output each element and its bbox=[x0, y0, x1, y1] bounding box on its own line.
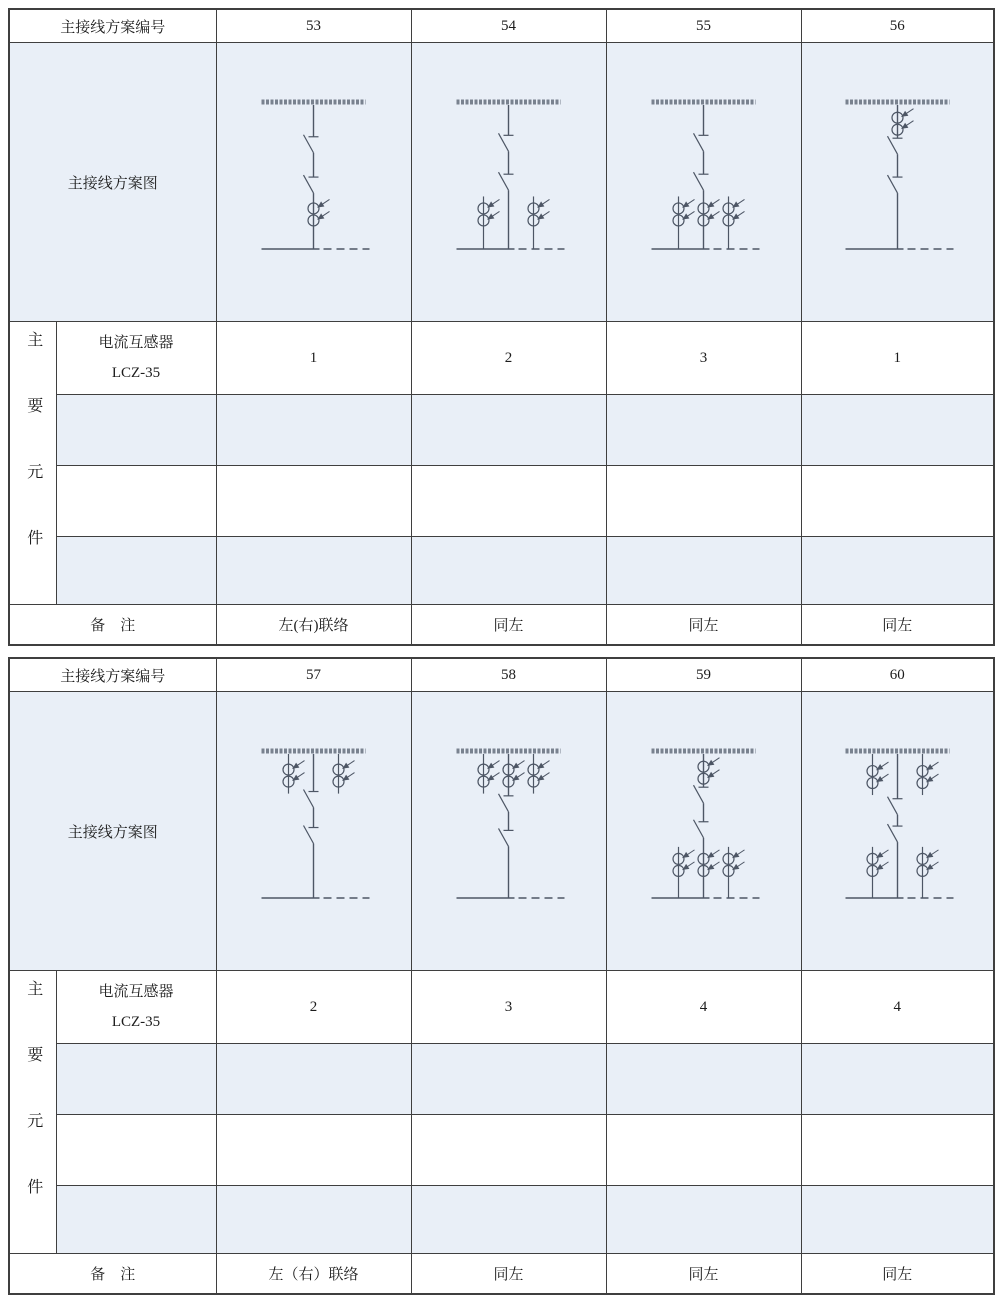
ct-count: 1 bbox=[216, 322, 411, 395]
ct-count: 4 bbox=[606, 971, 801, 1044]
empty-cell bbox=[56, 537, 216, 605]
ct-count: 2 bbox=[216, 971, 411, 1044]
empty-cell bbox=[606, 537, 801, 605]
scheme-number: 56 bbox=[801, 9, 994, 43]
ct-count: 2 bbox=[411, 322, 606, 395]
wiring-diagram bbox=[608, 43, 799, 321]
empty-cell bbox=[606, 1186, 801, 1254]
diagram-cell bbox=[411, 43, 606, 322]
scheme-number: 59 bbox=[606, 658, 801, 692]
empty-cell bbox=[411, 1186, 606, 1254]
ct-count: 1 bbox=[801, 322, 994, 395]
empty-cell bbox=[216, 466, 411, 537]
ct-count: 4 bbox=[801, 971, 994, 1044]
wiring-diagram bbox=[218, 692, 409, 970]
remark-cell: 左（右）联络 bbox=[216, 1254, 411, 1295]
empty-cell bbox=[801, 1186, 994, 1254]
scheme-number-label: 主接线方案编号 bbox=[9, 658, 216, 692]
ct-row bbox=[9, 322, 994, 395]
empty-cell bbox=[56, 1186, 216, 1254]
diagram-cell bbox=[801, 692, 994, 971]
empty-cell bbox=[56, 466, 216, 537]
empty-cell bbox=[801, 1115, 994, 1186]
scheme-number-label: 主接线方案编号 bbox=[9, 9, 216, 43]
scheme-number: 55 bbox=[606, 9, 801, 43]
scheme-number: 58 bbox=[411, 658, 606, 692]
empty-cell bbox=[411, 537, 606, 605]
remark-label: 备 注 bbox=[9, 1254, 216, 1295]
diagram-cell bbox=[216, 692, 411, 971]
empty-row bbox=[9, 1186, 994, 1254]
diagram-cell bbox=[606, 692, 801, 971]
empty-cell bbox=[411, 395, 606, 466]
empty-cell bbox=[606, 1115, 801, 1186]
scheme-number: 53 bbox=[216, 9, 411, 43]
remark-cell: 同左 bbox=[606, 605, 801, 646]
components-label-text: 主要元件 bbox=[24, 331, 42, 595]
empty-cell bbox=[801, 1044, 994, 1115]
empty-cell bbox=[606, 1044, 801, 1115]
scheme-number: 57 bbox=[216, 658, 411, 692]
component-name: 电流互感器 bbox=[98, 984, 174, 1000]
empty-cell bbox=[216, 1115, 411, 1186]
diagram-row bbox=[9, 692, 994, 971]
wiring-diagram bbox=[218, 43, 409, 321]
diagram-cell bbox=[606, 43, 801, 322]
empty-cell bbox=[216, 1044, 411, 1115]
components-label-text: 主要元件 bbox=[24, 980, 42, 1244]
empty-cell bbox=[801, 537, 994, 605]
wiring-diagram bbox=[802, 692, 993, 970]
ct-count: 3 bbox=[606, 322, 801, 395]
component-name: 电流互感器 bbox=[98, 335, 174, 351]
remark-cell: 同左 bbox=[801, 605, 994, 646]
remark-row bbox=[9, 605, 994, 646]
scheme-number-row bbox=[9, 658, 994, 692]
empty-cell bbox=[606, 395, 801, 466]
empty-cell bbox=[801, 466, 994, 537]
empty-row bbox=[9, 466, 994, 537]
remark-row bbox=[9, 1254, 994, 1295]
wiring-diagram bbox=[413, 43, 604, 321]
empty-row bbox=[9, 537, 994, 605]
components-group-label bbox=[9, 322, 56, 605]
ct-count: 3 bbox=[411, 971, 606, 1044]
scheme-table-53-56 bbox=[8, 8, 995, 646]
diagram-cell bbox=[216, 43, 411, 322]
empty-cell bbox=[56, 395, 216, 466]
remark-cell: 同左 bbox=[411, 1254, 606, 1295]
remark-cell: 同左 bbox=[606, 1254, 801, 1295]
scheme-number: 60 bbox=[801, 658, 994, 692]
diagram-cell bbox=[411, 692, 606, 971]
empty-cell bbox=[606, 466, 801, 537]
empty-cell bbox=[801, 395, 994, 466]
diagram-cell bbox=[801, 43, 994, 322]
remark-cell: 左(右)联络 bbox=[216, 605, 411, 646]
diagram-row bbox=[9, 43, 994, 322]
empty-row bbox=[9, 1115, 994, 1186]
scheme-table-57-60 bbox=[8, 657, 995, 1295]
remark-label: 备 注 bbox=[9, 605, 216, 646]
empty-cell bbox=[56, 1044, 216, 1115]
ct-label-cell bbox=[56, 322, 216, 395]
empty-cell bbox=[411, 466, 606, 537]
diagram-label: 主接线方案图 bbox=[9, 43, 216, 322]
component-model: LCZ-35 bbox=[111, 1014, 161, 1030]
diagram-label: 主接线方案图 bbox=[9, 692, 216, 971]
ct-row bbox=[9, 971, 994, 1044]
scheme-number-row bbox=[9, 9, 994, 43]
document-page bbox=[8, 8, 993, 1306]
empty-cell bbox=[216, 1186, 411, 1254]
wiring-diagram bbox=[413, 692, 604, 970]
components-group-label bbox=[9, 971, 56, 1254]
scheme-number: 54 bbox=[411, 9, 606, 43]
empty-cell bbox=[411, 1044, 606, 1115]
empty-row bbox=[9, 395, 994, 466]
empty-row bbox=[9, 1044, 994, 1115]
empty-cell bbox=[56, 1115, 216, 1186]
ct-label-cell bbox=[56, 971, 216, 1044]
empty-cell bbox=[216, 537, 411, 605]
empty-cell bbox=[411, 1115, 606, 1186]
wiring-diagram bbox=[608, 692, 799, 970]
remark-cell: 同左 bbox=[411, 605, 606, 646]
component-model: LCZ-35 bbox=[111, 365, 161, 381]
remark-cell: 同左 bbox=[801, 1254, 994, 1295]
wiring-diagram bbox=[802, 43, 993, 321]
empty-cell bbox=[216, 395, 411, 466]
